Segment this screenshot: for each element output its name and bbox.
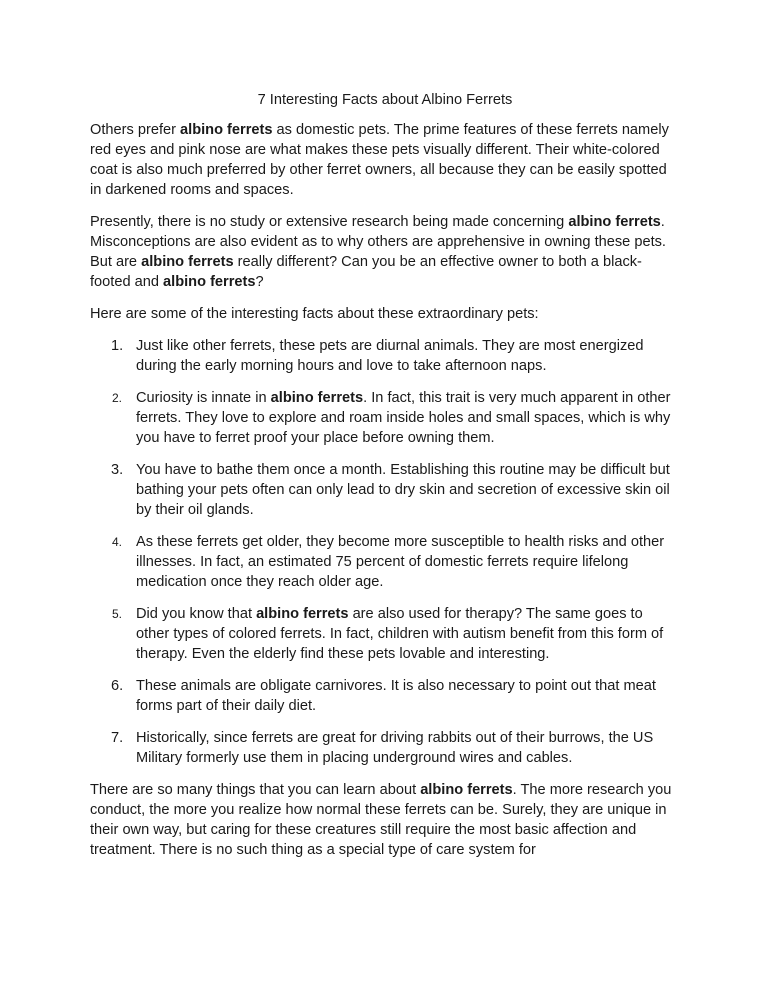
document-title: 7 Interesting Facts about Albino Ferrets: [257, 92, 513, 108]
list-item: [90, 604, 680, 664]
keyword-bold: albino ferrets: [256, 606, 349, 622]
text-run: . In fact, this trait is very much apparent in other ferrets. They love to explore and roam inside holes and small spaces, which is why you have to ferret proof your place before owning them.: [136, 390, 671, 446]
keyword-bold: albino ferrets: [420, 782, 513, 798]
list-number: 1.: [111, 338, 124, 354]
text-run: . The more research you conduct, the more you realize how normal these ferrets can be. Surely, they are unique in their own way, but caring for these creatures still require the most basic affection and treatment. There is no such thing as a special type of care system for: [90, 782, 672, 858]
intro-paragraph-2: [90, 212, 680, 292]
text-run: Presently, there is no study or extensive research being made concerning: [90, 214, 569, 230]
facts-list: [90, 336, 680, 768]
keyword-bold: albino ferrets: [270, 390, 364, 406]
list-item: [90, 676, 680, 716]
intro-paragraph-3: Here are some of the interesting facts about these extraordinary pets:: [90, 306, 539, 322]
list-number: 3.: [111, 462, 124, 478]
list-number: 2.: [112, 391, 123, 405]
text-run: These animals are obligate carnivores. It is also necessary to point out that meat forms part of their daily diet.: [136, 678, 656, 714]
text-run: You have to bathe them once a month. Establishing this routine may be difficult but bathing your pets often can only lead to dry skin and secretion of excessive skin oil by their oil glands.: [136, 462, 670, 518]
list-number: 5.: [112, 607, 123, 621]
list-number: 7.: [111, 730, 124, 746]
list-item: [90, 388, 680, 448]
list-item: [90, 728, 680, 768]
text-run: As these ferrets get older, they become more susceptible to health risks and other illnesses. In fact, an estimated 75 percent of domestic ferrets require lifelong medication once they reach older age.: [136, 534, 665, 590]
closing-paragraph: [90, 780, 680, 860]
keyword-bold: albino ferrets: [180, 122, 273, 138]
text-run: ?: [255, 274, 264, 290]
keyword-bold: albino ferrets: [163, 274, 256, 290]
text-run: There are so many things that you can learn about: [90, 782, 421, 798]
keyword-bold: albino ferrets: [568, 214, 661, 230]
text-run: as domestic pets. The prime features of these ferrets namely red eyes and pink nose are what makes these pets visually different. Their white-colored coat is also much preferred by other ferret owners, all because they can be easily spotted in darkened rooms and spaces.: [90, 122, 669, 198]
text-run: Historically, since ferrets are great for driving rabbits out of their burrows, the US Military formerly use them in placing underground wires and cables.: [136, 730, 654, 766]
list-item: [90, 532, 680, 592]
list-item: [90, 336, 680, 376]
text-run: . Misconceptions are also evident as to why others are apprehensive in owning these pets. But are: [90, 214, 666, 270]
list-item: [90, 460, 680, 520]
document-page: [90, 90, 680, 872]
list-number: 6.: [111, 678, 124, 694]
keyword-bold: albino ferrets: [141, 254, 234, 270]
text-run: are also used for therapy? The same goes to other types of colored ferrets. In fact, children with autism benefit from this form of therapy. Even the elderly find these pets lovable and interesting.: [136, 606, 664, 662]
text-run: Did you know that: [136, 606, 257, 622]
text-run: Others prefer: [90, 122, 181, 138]
text-run: Curiosity is innate in: [136, 390, 271, 406]
text-run: really different? Can you be an effective owner to both a black-footed and: [90, 254, 642, 290]
list-number: 4.: [112, 535, 123, 549]
intro-paragraph-1: [90, 120, 680, 200]
text-run: Just like other ferrets, these pets are diurnal animals. They are most energized during the early morning hours and love to take afternoon naps.: [136, 338, 644, 374]
